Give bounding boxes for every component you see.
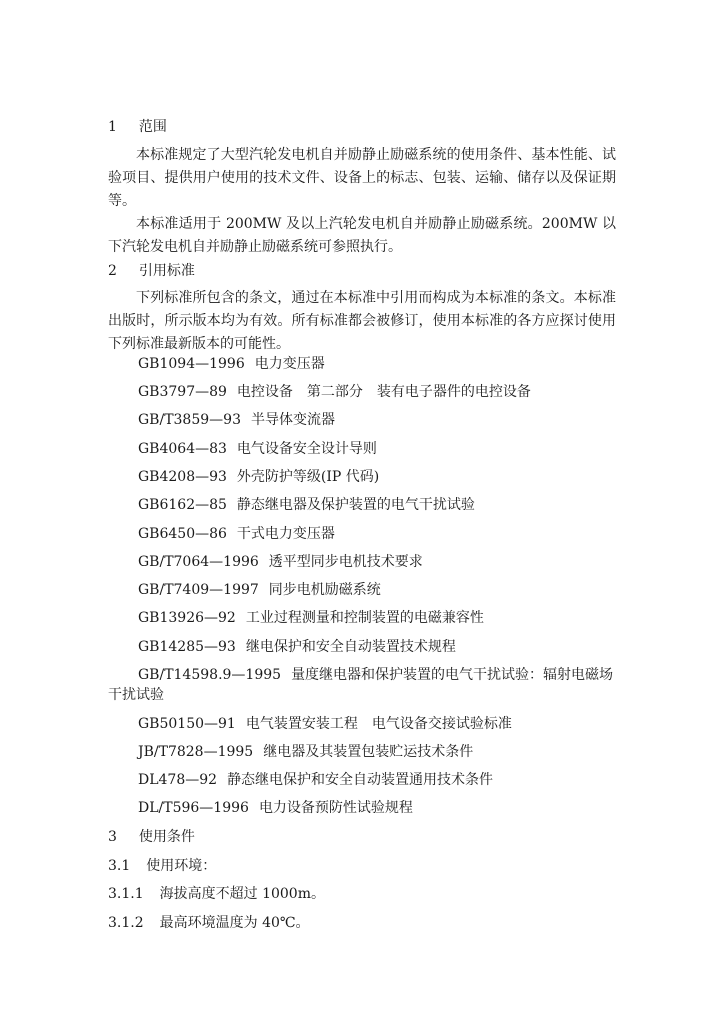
reference-code: GB13926—92: [138, 610, 236, 626]
reference-title: 同步电机励磁系统: [268, 582, 381, 598]
subsection-number: 3.1.1: [108, 886, 144, 902]
reference-item: [138, 524, 335, 544]
section-1-heading: [108, 117, 167, 137]
section-number: 1: [108, 119, 117, 135]
reference-item: [138, 637, 456, 657]
reference-code: GB3797—89: [138, 384, 227, 400]
subsection-3-1: [108, 856, 216, 876]
reference-code: GB14285—93: [138, 639, 236, 655]
reference-item: [138, 552, 423, 572]
reference-code: DL478—92: [138, 772, 218, 788]
reference-title: 透平型同步电机技术要求: [268, 554, 423, 570]
reference-code: GB4208—93: [138, 469, 227, 485]
reference-item: [138, 410, 335, 430]
reference-code: GB/T3859—93: [138, 412, 241, 428]
section-1-paragraph-2: 本标准适用于 200MW 及以上汽轮发电机自并励静止励磁系统。200MW 以下汽轮发电机自并励静止励磁系统可参照执行。: [108, 216, 616, 255]
reference-code: GB/T7409—1997: [138, 582, 259, 598]
reference-item: [138, 382, 531, 402]
reference-code: GB50150—91: [138, 716, 236, 732]
subsection-3-1-1: [108, 884, 325, 904]
reference-code: GB/T7064—1996: [138, 554, 259, 570]
reference-code: GB6450—86: [138, 526, 227, 542]
subsection-number: 3.1.2: [108, 915, 144, 931]
reference-item: [138, 770, 493, 790]
section-3-heading: [108, 827, 195, 847]
section-title: 使用条件: [138, 829, 195, 845]
reference-item: [138, 580, 381, 600]
reference-code: GB4064—83: [138, 441, 227, 457]
reference-title: 电力变压器: [254, 356, 325, 372]
reference-title: 电气设备安全设计导则: [236, 441, 377, 457]
reference-item: [138, 665, 613, 685]
reference-code: DL/T596—1996: [138, 800, 249, 816]
section-title: 引用标准: [138, 263, 195, 279]
reference-title-continuation: 干扰试验: [108, 687, 164, 703]
reference-title: 工业过程测量和控制装置的电磁兼容性: [245, 610, 484, 626]
reference-item: [138, 439, 377, 459]
reference-title: 静态继电保护和安全自动装置通用技术条件: [227, 772, 494, 788]
section-2-heading: [108, 261, 195, 281]
reference-title: 继电保护和安全自动装置技术规程: [245, 639, 456, 655]
reference-code: GB6162—85: [138, 497, 227, 513]
subsection-title: 最高环境温度为 40℃。: [159, 915, 310, 931]
reference-item: [138, 354, 325, 374]
section-title: 范围: [138, 119, 167, 135]
section-1-paragraph-1: 本标准规定了大型汽轮发电机自并励静止励磁系统的使用条件、基本性能、试验项目、提供用户使用的技术文件、设备上的标志、包装、运输、储存以及保证期等。: [108, 147, 616, 209]
reference-item: [138, 495, 475, 515]
section-number: 2: [108, 263, 117, 279]
subsection-3-1-2: [108, 913, 310, 933]
subsection-number: 3.1: [108, 858, 131, 874]
reference-title: 电气装置安装工程 电气设备交接试验标准: [245, 716, 512, 732]
subsection-title: 海拔高度不超过 1000m。: [159, 886, 325, 902]
reference-title: 外壳防护等级(IP 代码): [236, 469, 380, 485]
reference-item: [138, 714, 512, 734]
reference-code: GB/T14598.9—1995: [138, 667, 282, 683]
reference-code: GB1094—1996: [138, 356, 245, 372]
section-2-paragraph: 下列标准所包含的条文，通过在本标准中引用而构成为本标准的条文。本标准出版时，所示版本均为有效。所有标准都会被修订，使用本标准的各方应探讨使用下列标准最新版本的可能性。: [108, 290, 616, 352]
reference-title: 电力设备预防性试验规程: [258, 800, 413, 816]
reference-code: JB/T7828—1995: [138, 744, 254, 760]
reference-title: 继电器及其装置包装贮运技术条件: [263, 744, 474, 760]
subsection-title: 使用环境：: [146, 858, 217, 874]
reference-item: [138, 608, 484, 628]
reference-title: 干式电力变压器: [236, 526, 335, 542]
reference-item: [138, 798, 413, 818]
section-number: 3: [108, 829, 117, 845]
reference-title: 电控设备 第二部分 装有电子器件的电控设备: [236, 384, 531, 400]
reference-item: [138, 742, 473, 762]
reference-item: [138, 467, 379, 487]
reference-title: 静态继电器及保护装置的电气干扰试验: [236, 497, 475, 513]
reference-title: 量度继电器和保护装置的电气干扰试验：辐射电磁场: [291, 667, 614, 683]
reference-title: 半导体变流器: [250, 412, 335, 428]
